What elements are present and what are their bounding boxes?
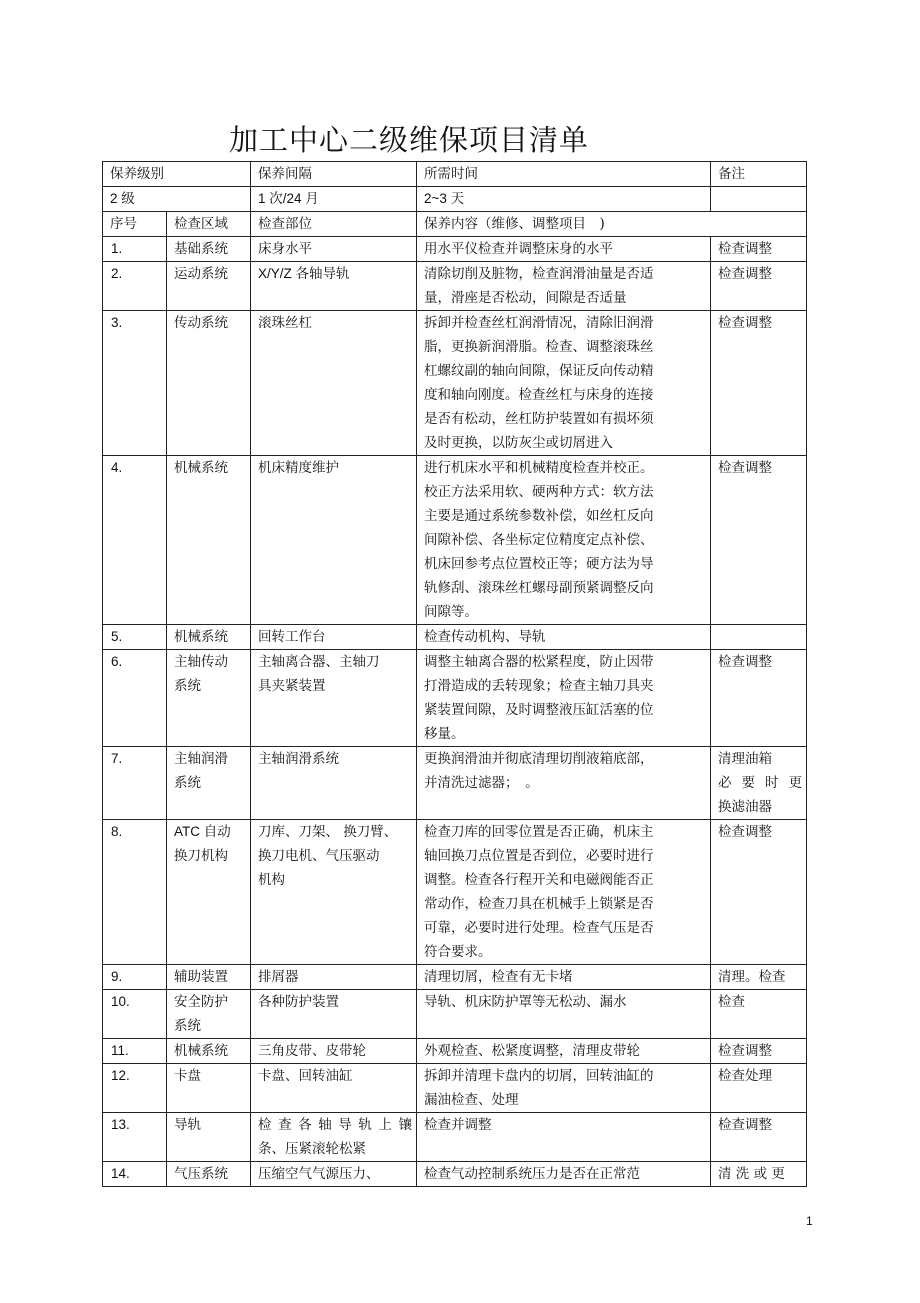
cell-line: 打滑造成的丢转现象；检查主轴刀具夹	[424, 678, 654, 694]
cell-line: 常动作，检查刀具在机械手上锁紧是否	[424, 896, 654, 912]
meta-value-cell: 2 级	[103, 187, 251, 212]
area-cell	[167, 237, 251, 262]
area-cell	[167, 311, 251, 456]
cell-line: 进行机床水平和机械精度检查并校正。	[424, 460, 654, 476]
cell-line: 机械系统	[174, 629, 228, 645]
area-cell	[167, 747, 251, 820]
note-cell	[711, 625, 807, 650]
part-cell	[251, 1039, 417, 1064]
meta-value-cell	[711, 187, 807, 212]
area-cell	[167, 625, 251, 650]
note-cell	[711, 747, 807, 820]
part-cell	[251, 1113, 417, 1162]
meta-value-cell: 1 次/24 月	[251, 187, 417, 212]
cell-line: 机床精度维护	[258, 460, 339, 476]
area-cell	[167, 965, 251, 990]
note-cell	[711, 311, 807, 456]
table-row	[103, 650, 807, 747]
cell-line: 杠螺纹副的轴向间隙，保证反向传动精	[424, 363, 654, 379]
table-row	[103, 237, 807, 262]
cell-line: 检查调整	[718, 1117, 772, 1133]
area-cell	[167, 820, 251, 965]
cell-line: 及时更换，以防灰尘或切屑进入	[424, 435, 613, 451]
column-header: 保养内容（维修、调整项目 )	[417, 212, 807, 237]
row-number-cell: 3.	[103, 311, 167, 456]
content-cell	[417, 1162, 711, 1187]
row-number-cell: 8.	[103, 820, 167, 965]
table-row	[103, 1162, 807, 1187]
part-cell	[251, 1162, 417, 1187]
area-cell	[167, 1064, 251, 1113]
part-cell	[251, 237, 417, 262]
cell-line: 安全防护	[174, 994, 228, 1010]
part-cell	[251, 747, 417, 820]
cell-line: 运动系统	[174, 266, 228, 282]
cell-line: 主轴离合器、主轴刀	[258, 654, 380, 670]
row-number-cell: 4.	[103, 456, 167, 625]
part-cell	[251, 1064, 417, 1113]
cell-line: 传动系统	[174, 315, 228, 331]
cell-line: 回转工作台	[258, 629, 326, 645]
cell-line: 导轨、机床防护罩等无松动、漏水	[424, 994, 627, 1010]
cell-line: 检查调整	[718, 1043, 772, 1059]
cell-line: 机构	[258, 872, 285, 888]
cell-line: 检查	[718, 994, 745, 1010]
cell-line: 检查并调整	[424, 1117, 492, 1133]
row-number-cell: 12.	[103, 1064, 167, 1113]
cell-line: 拆卸并清理卡盘内的切屑，回转油缸的	[424, 1068, 654, 1084]
table-row	[103, 1113, 807, 1162]
content-cell	[417, 262, 711, 311]
table-row	[103, 456, 807, 625]
part-cell	[251, 990, 417, 1039]
row-number-cell: 2.	[103, 262, 167, 311]
cell-line: 轨修刮、滚珠丝杠螺母副预紧调整反向	[424, 580, 654, 596]
cell-line: 更换润滑油并彻底清理切削液箱底部，	[424, 751, 654, 767]
note-cell	[711, 1039, 807, 1064]
cell-line: 度和轴向刚度。检查丝杠与床身的连接	[424, 387, 654, 403]
part-cell	[251, 820, 417, 965]
table-row	[103, 820, 807, 965]
content-cell	[417, 456, 711, 625]
table-row	[103, 965, 807, 990]
cell-line: 清理。检查	[718, 969, 786, 985]
cell-line: 清理切屑，检查有无卡堵	[424, 969, 573, 985]
cell-line: 辅助装置	[174, 969, 228, 985]
note-cell	[711, 820, 807, 965]
part-cell	[251, 262, 417, 311]
cell-line: 检查调整	[718, 315, 772, 331]
cell-line: 校正方法采用软、硬两种方式：软方法	[424, 484, 654, 500]
maintenance-table	[102, 161, 807, 1187]
cell-line: 检查传动机构、导轨	[424, 629, 546, 645]
part-cell	[251, 650, 417, 747]
cell-line: 符合要求。	[424, 944, 492, 960]
cell-line: 脂，更换新润滑脂。检查、调整滚珠丝	[424, 339, 654, 355]
cell-line: 用水平仪检查并调整床身的水平	[424, 241, 613, 257]
cell-line: 检查处理	[718, 1068, 772, 1084]
row-number-cell: 5.	[103, 625, 167, 650]
cell-line: 排屑器	[258, 969, 299, 985]
cell-line: 量，滑座是否松动，间隙是否适量	[424, 290, 627, 306]
cell-line: 紧装置间隙，及时调整液压缸活塞的位	[424, 702, 654, 718]
page-number: 1	[806, 1214, 813, 1228]
part-cell	[251, 311, 417, 456]
table-row	[103, 1064, 807, 1113]
note-cell	[711, 456, 807, 625]
cell-line: 刀库、刀架、 换刀臂、	[258, 824, 398, 840]
note-cell	[711, 965, 807, 990]
cell-line: 滚珠丝杠	[258, 315, 312, 331]
cell-line: 外观检查、松紧度调整，清理皮带轮	[424, 1043, 640, 1059]
row-number-cell: 6.	[103, 650, 167, 747]
cell-line: 系统	[174, 678, 201, 694]
note-cell	[711, 237, 807, 262]
row-number-cell: 13.	[103, 1113, 167, 1162]
content-cell	[417, 990, 711, 1039]
cell-line: X/Y/Z 各轴导轨	[258, 266, 350, 281]
row-number-cell: 1.	[103, 237, 167, 262]
cell-line: 换滤油器	[718, 799, 772, 815]
note-cell	[711, 1162, 807, 1187]
note-cell	[711, 990, 807, 1039]
cell-line: 清除切削及脏物，检查润滑油量是否适	[424, 266, 654, 282]
cell-line: 卡盘	[174, 1068, 201, 1084]
meta-header-cell: 保养级别	[103, 162, 251, 187]
table-row	[103, 311, 807, 456]
cell-line: ATC 自动	[174, 824, 231, 839]
cell-line: 清理油箱	[718, 751, 772, 767]
cell-line: 漏油检查、处理	[424, 1092, 519, 1108]
cell-line: 系统	[174, 1018, 201, 1034]
document-title: 加工中心二级维保项目清单	[229, 123, 590, 157]
cell-line: 检 查 各 轴 导 轨 上 镶	[258, 1117, 412, 1133]
cell-line: 压缩空气气源压力、	[258, 1166, 380, 1182]
cell-line: 气压系统	[174, 1166, 228, 1182]
row-number-cell: 7.	[103, 747, 167, 820]
cell-line: 条、压紧滚轮松紧	[258, 1141, 366, 1157]
cell-line: 导轨	[174, 1117, 201, 1133]
note-cell	[711, 1064, 807, 1113]
meta-header-cell: 备注	[711, 162, 807, 187]
part-cell	[251, 965, 417, 990]
column-header: 检查区域	[167, 212, 251, 237]
area-cell	[167, 1039, 251, 1064]
table-row	[103, 1039, 807, 1064]
cell-line: 床身水平	[258, 241, 312, 257]
cell-line: 轴回换刀点位置是否到位，必要时进行	[424, 848, 654, 864]
cell-line: 间隙等。	[424, 604, 478, 620]
meta-value-cell: 2~3 天	[417, 187, 711, 212]
part-cell	[251, 625, 417, 650]
cell-line: 检查调整	[718, 241, 772, 257]
table-row	[103, 625, 807, 650]
cell-line	[718, 625, 802, 649]
cell-line: 移量。	[424, 726, 465, 742]
cell-line: 主轴传动	[174, 654, 228, 670]
cell-line: 调整。检查各行程开关和电磁阀能否正	[424, 872, 654, 888]
cell-line: 换刀电机、气压驱动	[258, 848, 380, 864]
note-cell	[711, 262, 807, 311]
content-cell	[417, 237, 711, 262]
content-cell	[417, 1113, 711, 1162]
cell-line: 检查调整	[718, 460, 772, 476]
row-number-cell: 9.	[103, 965, 167, 990]
cell-line: 机床回参考点位置校正等；硬方法为导	[424, 556, 654, 572]
cell-line: 调整主轴离合器的松紧程度，防止因带	[424, 654, 654, 670]
cell-line: 检查气动控制系统压力是否在正常范	[424, 1166, 640, 1182]
cell-line: 检查调整	[718, 266, 772, 282]
table-row	[103, 262, 807, 311]
content-cell	[417, 625, 711, 650]
cell-line: 换刀机构	[174, 848, 228, 864]
meta-header-row	[103, 162, 807, 187]
area-cell	[167, 1113, 251, 1162]
cell-line: 三角皮带、皮带轮	[258, 1043, 366, 1059]
cell-line: 检查刀库的回零位置是否正确，机床主	[424, 824, 654, 840]
content-cell	[417, 311, 711, 456]
note-cell	[711, 1113, 807, 1162]
note-cell	[711, 650, 807, 747]
cell-line: 并清洗过滤器； 。	[424, 775, 539, 791]
row-number-cell: 14.	[103, 1162, 167, 1187]
cell-line: 主轴润滑	[174, 751, 228, 767]
area-cell	[167, 1162, 251, 1187]
area-cell	[167, 990, 251, 1039]
cell-line: 主要是通过系统参数补偿，如丝杠反向	[424, 508, 654, 524]
cell-line: 系统	[174, 775, 201, 791]
area-cell	[167, 262, 251, 311]
cell-line: 是否有松动，丝杠防护装置如有损坏须	[424, 411, 654, 427]
cell-line: 检查调整	[718, 654, 772, 670]
content-cell	[417, 1064, 711, 1113]
column-header-row	[103, 212, 807, 237]
cell-line: 机械系统	[174, 460, 228, 476]
column-header: 检查部位	[251, 212, 417, 237]
part-cell	[251, 456, 417, 625]
meta-value-row	[103, 187, 807, 212]
cell-line: 必 要 时 更	[718, 775, 802, 791]
cell-line: 检查调整	[718, 824, 772, 840]
content-cell	[417, 1039, 711, 1064]
area-cell	[167, 650, 251, 747]
row-number-cell: 10.	[103, 990, 167, 1039]
content-cell	[417, 820, 711, 965]
cell-line: 可靠，必要时进行处理。检查气压是否	[424, 920, 654, 936]
cell-line: 机械系统	[174, 1043, 228, 1059]
cell-line: 主轴润滑系统	[258, 751, 339, 767]
content-cell	[417, 747, 711, 820]
cell-line: 具夹紧装置	[258, 678, 326, 694]
meta-header-cell: 保养间隔	[251, 162, 417, 187]
row-number-cell: 11.	[103, 1039, 167, 1064]
content-cell	[417, 965, 711, 990]
cell-line: 各种防护装置	[258, 994, 339, 1010]
cell-line: 卡盘、回转油缸	[258, 1068, 353, 1084]
cell-line: 拆卸并检查丝杠润滑情况，清除旧润滑	[424, 315, 654, 331]
column-header: 序号	[103, 212, 167, 237]
table-row	[103, 747, 807, 820]
content-cell	[417, 650, 711, 747]
cell-line: 基础系统	[174, 241, 228, 257]
cell-line: 间隙补偿、各坐标定位精度定点补偿、	[424, 532, 654, 548]
meta-header-cell: 所需时间	[417, 162, 711, 187]
cell-line: 清 洗 或 更	[718, 1166, 785, 1182]
area-cell	[167, 456, 251, 625]
table-row	[103, 990, 807, 1039]
